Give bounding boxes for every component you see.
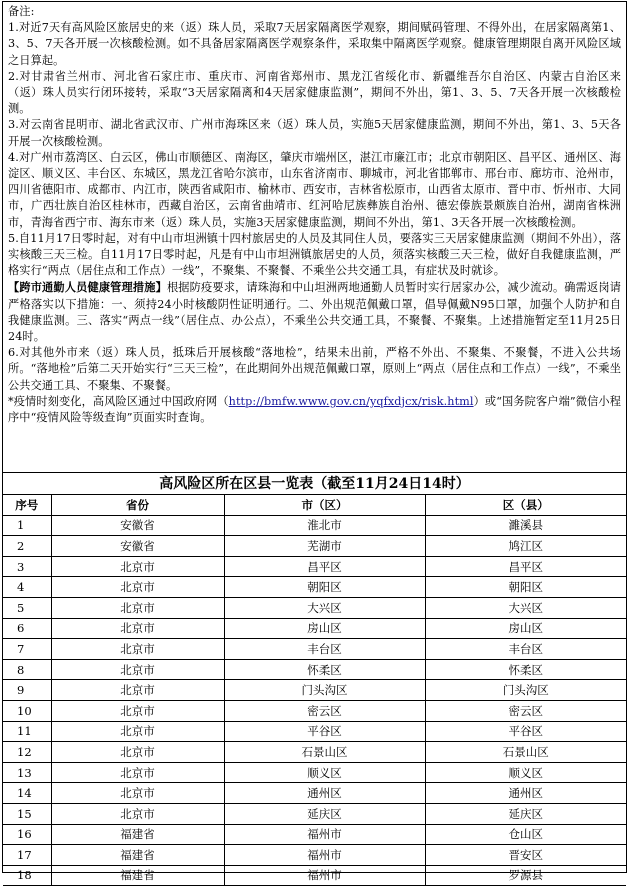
table-row [3,824,626,845]
row-index: 14 [3,783,51,804]
row-index: 18 [3,865,51,886]
commute-heading: 【跨市通勤人员健康管理措施】 [8,280,167,295]
row-city: 房山区 [224,618,425,639]
row-district: 延庆区 [425,803,626,824]
row-province: 北京市 [51,762,224,783]
row-district: 鸠江区 [425,536,626,557]
row-province: 北京市 [51,659,224,680]
row-district: 通州区 [425,783,626,804]
row-district: 怀柔区 [425,659,626,680]
risk-query-link[interactable]: http://bmfw.www.gov.cn/yqfxdjcx/risk.html [228,394,474,408]
row-city: 顺义区 [224,762,425,783]
row-city: 昌平区 [224,556,425,577]
row-index: 8 [3,659,51,680]
row-city: 大兴区 [224,597,425,618]
row-province: 北京市 [51,680,224,701]
row-district: 濉溪县 [425,515,626,536]
row-province: 北京市 [51,639,224,660]
row-province: 福建省 [51,824,224,845]
row-index: 9 [3,680,51,701]
commute-text: 根据防疫要求，请珠海和中山坦洲两地通勤人员暂时实行居家办公，减少流动。确需返岗请严格落实以下措施：一、须持24小时核酸阴性证明通行。二、外出规范佩戴口罩，倡导佩戴N95口罩，加强个人防护和自我健康监测。三、落实“两点一线”（居住点、办公点），不乘坐公共交通工具，不聚餐、不聚集。上述措施暂定至11月25日24时。 [8,281,621,344]
row-district: 丰台区 [425,639,626,660]
row-city: 福州市 [224,824,425,845]
row-province: 北京市 [51,783,224,804]
footer-suffix: ）或“国务院客户端”微信小程序中“疫情风险等级查询”页面实时查询。 [8,394,621,425]
row-district: 仓山区 [425,824,626,845]
row-district: 朝阳区 [425,577,626,598]
notes-section [3,2,626,473]
row-province: 福建省 [51,845,224,866]
row-index: 17 [3,845,51,866]
table-row [3,515,626,536]
row-province: 安徽省 [51,515,224,536]
commute-measures [8,279,621,345]
table-row [3,680,626,701]
table-row [3,700,626,721]
row-index: 11 [3,721,51,742]
row-province: 北京市 [51,803,224,824]
header-index: 序号 [3,495,51,515]
table-row [3,803,626,824]
row-district: 晋安区 [425,845,626,866]
row-city: 福州市 [224,845,425,866]
table-row [3,659,626,680]
row-index: 15 [3,803,51,824]
note-item-1: 1.对近7天有高风险区旅居史的来（返）珠人员，采取7天居家隔离医学观察，期间赋码管理、不得外出，在居家隔离第1、3、5、7天各开展一次核酸检测。如不具备居家隔离医学观察条件，采取集中隔离医学观察。健康管理期限自离开风险区域之日算起。 [8,21,621,67]
row-city: 福州市 [224,865,425,886]
table-row [3,845,626,866]
row-city: 丰台区 [224,639,425,660]
table-title: 高风险区所在区县一览表（截至11月24日14时） [3,473,626,495]
row-index: 13 [3,762,51,783]
row-province: 北京市 [51,618,224,639]
table-row [3,721,626,742]
row-province: 北京市 [51,577,224,598]
row-province: 安徽省 [51,536,224,557]
table-row [3,762,626,783]
row-province: 北京市 [51,700,224,721]
table-row [3,639,626,660]
note-item-6: 6.对其他外市来（返）珠人员，抵珠后开展核酸“落地检”，结果未出前，严格不外出、不聚集、不聚餐，不进入公共场所。“落地检”后第二天开始实行“三天三检”，在此期间外出规范佩戴口罩，原则上“两点（居住点和工作点）一线”，不乘坐公共交通工具、不聚集、不聚餐。 [8,346,621,392]
row-index: 1 [3,515,51,536]
notes-label: 备注: [8,5,35,18]
row-city: 通州区 [224,783,425,804]
header-district: 区（县） [425,495,626,515]
row-province: 北京市 [51,597,224,618]
row-city: 石景山区 [224,742,425,763]
row-city: 密云区 [224,700,425,721]
row-city: 朝阳区 [224,577,425,598]
row-index: 3 [3,556,51,577]
row-district: 昌平区 [425,556,626,577]
row-index: 4 [3,577,51,598]
row-city: 门头沟区 [224,680,425,701]
table-row [3,577,626,598]
row-city: 芜湖市 [224,536,425,557]
row-index: 7 [3,639,51,660]
note-item-5: 5.自11月17日零时起，对有中山市坦洲镇十四村旅居史的人员及其同住人员，要落实三天居家健康监测（期间不外出），落实核酸三天三检。自11月17日零时起，凡是有中山市坦洲镇旅居史的人员，须落实核酸三天三检，做好自我健康监测，严格实行“两点（居住点和工作点）一线”，不聚集、不聚餐、不乘坐公共交通工具，有症状及时就诊。 [8,231,621,278]
table-row [3,783,626,804]
row-district: 房山区 [425,618,626,639]
table-row [3,556,626,577]
row-district: 顺义区 [425,762,626,783]
row-province: 北京市 [51,721,224,742]
header-province: 省份 [51,495,224,515]
row-city: 淮北市 [224,515,425,536]
note-item-2: 2.对甘肃省兰州市、河北省石家庄市、重庆市、河南省郑州市、黑龙江省绥化市、新疆维吾尔自治区、内蒙古自治区来（返）珠人员实行闭环接转，采取“3天居家隔离和4天居家健康监测”，期间不外出，第1、3、5、7天各开展一次核酸检测。 [8,69,621,116]
row-city: 延庆区 [224,803,425,824]
header-city: 市（区） [224,495,425,515]
row-district: 罗源县 [425,865,626,886]
row-province: 北京市 [51,742,224,763]
table-row [3,742,626,763]
row-district: 门头沟区 [425,680,626,701]
table-row [3,618,626,639]
row-city: 平谷区 [224,721,425,742]
row-district: 大兴区 [425,597,626,618]
table-row [3,865,626,886]
note-item-3: 3.对云南省昆明市、湖北省武汉市、广州市海珠区来（返）珠人员，实施5天居家健康监测，期间不外出，第1、3、5天各开展一次核酸检测。 [8,118,621,148]
row-index: 6 [3,618,51,639]
row-district: 石景山区 [425,742,626,763]
risk-area-table [3,495,626,886]
row-province: 福建省 [51,865,224,886]
table-row [3,536,626,557]
row-city: 怀柔区 [224,659,425,680]
row-index: 16 [3,824,51,845]
document-page [2,1,627,883]
row-index: 5 [3,597,51,618]
table-row [3,597,626,618]
row-province: 北京市 [51,556,224,577]
footer-prefix: *疫情时刻变化，高风险区通过中国政府网（ [8,394,229,408]
row-district: 密云区 [425,700,626,721]
footer-note [8,394,621,426]
row-index: 12 [3,742,51,763]
note-item-4: 4.对广州市荔湾区、白云区，佛山市顺德区、南海区，肇庆市端州区，湛江市廉江市；北京市朝阳区、昌平区、通州区、海淀区、顺义区、丰台区、东城区，黑龙江省哈尔滨市，山东省济南市、聊城市，河北省邯郸市、邢台市、廊坊市、沧州市，四川省德阳市、成都市、内江市，陕西省咸阳市、榆林市、西安市，吉林省松原市，山西省太原市、晋中市、忻州市、大同市，广西壮族自治区桂林市，西藏自治区，云南省曲靖市、红河哈尼族彝族自治州、德宏傣族景颇族自治州，湖南省株洲市，青海省西宁市、海东市来（返）珠人员，实施3天居家健康监测，期间不外出，第1、3天各开展一次核酸检测。 [8,150,621,229]
table-header-row [3,495,626,515]
row-district: 平谷区 [425,721,626,742]
row-index: 10 [3,700,51,721]
row-index: 2 [3,536,51,557]
